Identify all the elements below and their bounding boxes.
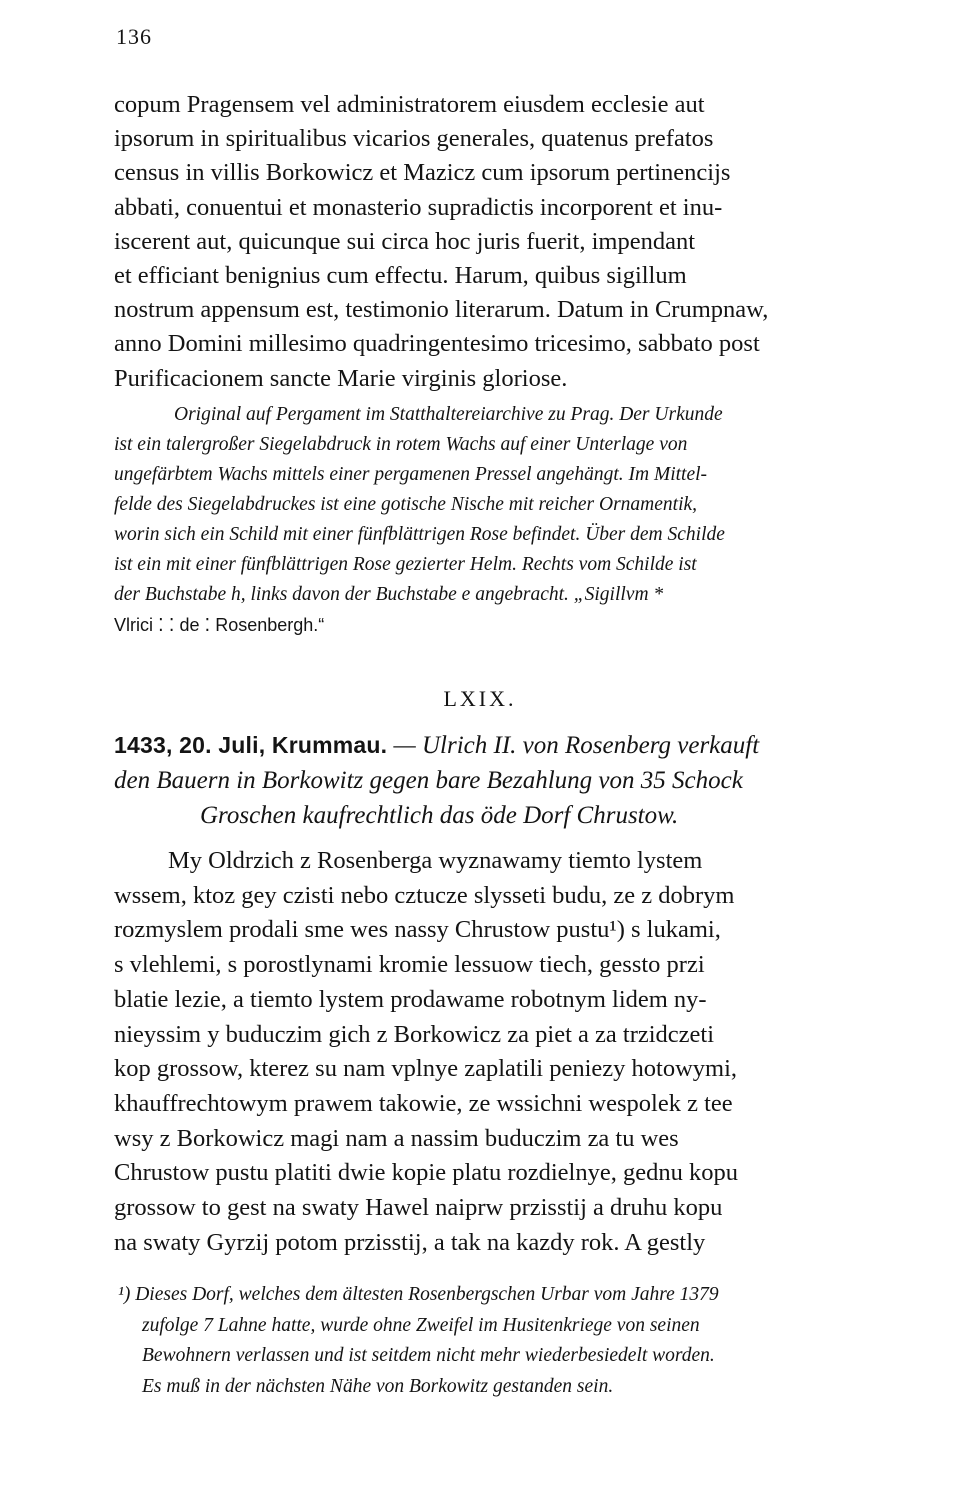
text-line: Purificacionem sancte Marie virginis gloriose. [114,364,568,392]
heading-line-1 [114,728,870,763]
text-line: copum Pragensem vel administratorem eiusdem ecclesie aut [114,91,705,118]
note-line: Original auf Pergament im Statthaltereiarchive zu Prag. Der Urkunde [174,404,723,425]
text-line: wsy z Borkowicz magi nam a nassim buduczim za tu wes [114,1124,679,1152]
archival-note [114,400,870,640]
text-line: wssem, ktoz gey czisti nebo cztucze slysseti budu, ze z dobrym [114,881,735,909]
text-line: blatie lezie, a tiemto lystem prodawame robotnym lidem ny- [114,985,707,1013]
text-line: kop grossow, kterez su nam vplnye zaplatili peniezy hotowymi, [114,1055,738,1083]
note-line: felde des Siegelabdruckes ist eine gotische Nische mit reicher Ornamentik, [114,494,698,515]
note-line: ungefärbtem Wachs mittels einer pergamenen Pressel angehängt. Im Mittel- [114,464,708,485]
text-line: My Oldrzich z Rosenberga wyznawamy tiemto lystem [168,847,703,874]
page-number: 136 [116,24,152,49]
text-line: nieyssim y buduczim gich z Borkowicz za piet a za trzidczeti [114,1020,715,1048]
footnote-line: ¹) Dieses Dorf, welches dem ältesten Rosenbergschen Urbar vom Jahre 1379 [118,1284,719,1305]
seal-inscription-line: Vlrici ⁚ ⁚ de ⁚ Rosenbergh.“ [114,615,325,635]
text-line: s vlehlemi, s porostlynami kromie lessuow tiech, gessto przi [114,951,705,979]
text-line: khauffrechtowym prawem takowie, ze wssichni wespolek z tee [114,1089,733,1117]
czech-charter-text [114,844,870,1260]
text-line: ipsorum in spiritualibus vicarios generales, quatenus prefatos [114,125,714,153]
heading-line-3: Groschen kaufrechtlich das öde Dorf Chrustow. [200,802,679,829]
heading-summary-start: Ulrich II. von Rosenberg verkauft [422,732,760,759]
text-line: iscerent aut, quicunque sui circa hoc juris fuerit, impendant [114,227,696,255]
footnote [114,1280,870,1402]
text-line: abbati, conuentui et monasterio supradictis incorporent et inu- [114,193,723,221]
heading-date-place: 1433, 20. Juli, Krummau. [114,732,388,758]
latin-charter-text [114,88,870,396]
heading-dash: — [387,732,422,759]
text-line: na swaty Gyrzij potom przisstij, a tak na kazdy rok. A gestly [114,1228,706,1256]
footnote-line: Es muß in der nächsten Nähe von Borkowitz gestanden sein. [142,1375,614,1397]
note-line: ist ein mit einer fünfblättrigen Rose gezierter Helm. Rechts vom Schilde ist [114,554,697,575]
note-line: worin sich ein Schild mit einer fünfblättrigen Rose befindet. Über dem Schilde [114,524,725,545]
note-line: ist ein talergroßer Siegelabdruck in rotem Wachs auf einer Unterlage von [114,434,688,455]
text-line: Chrustow pustu platiti dwie kopie platu rozdielnye, gednu kopu [114,1159,738,1187]
footnote-line: zufolge 7 Lahne hatte, wurde ohne Zweifel im Husitenkriege von seinen [142,1314,700,1336]
text-line: et efficiant benignius cum effectu. Harum, quibus sigillum [114,262,687,290]
text-line: anno Domini millesimo quadringentesimo tricesimo, sabbato post [114,330,760,358]
note-line: der Buchstabe h, links davon der Buchstabe e angebracht. „Sigillvm * [114,584,664,605]
heading-line-2: den Bauern in Borkowitz gegen bare Bezahlung von 35 Schock [114,767,743,794]
text-line: nostrum appensum est, testimonio literarum. Datum in Crumpnaw, [114,296,769,324]
footnote-line: Bewohnern verlassen und ist seitdem nicht mehr wiederbesiedelt worden. [142,1345,715,1366]
document-number: LXIX. [443,686,517,711]
document-heading [114,728,870,833]
text-line: rozmyslem prodali sme wes nassy Chrustow pustu¹) s lukami, [114,916,721,944]
text-line: grossow to gest na swaty Hawel naiprw przisstij a druhu kopu [114,1194,723,1222]
text-line: census in villis Borkowicz et Mazicz cum ipsorum pertinencijs [114,159,731,187]
